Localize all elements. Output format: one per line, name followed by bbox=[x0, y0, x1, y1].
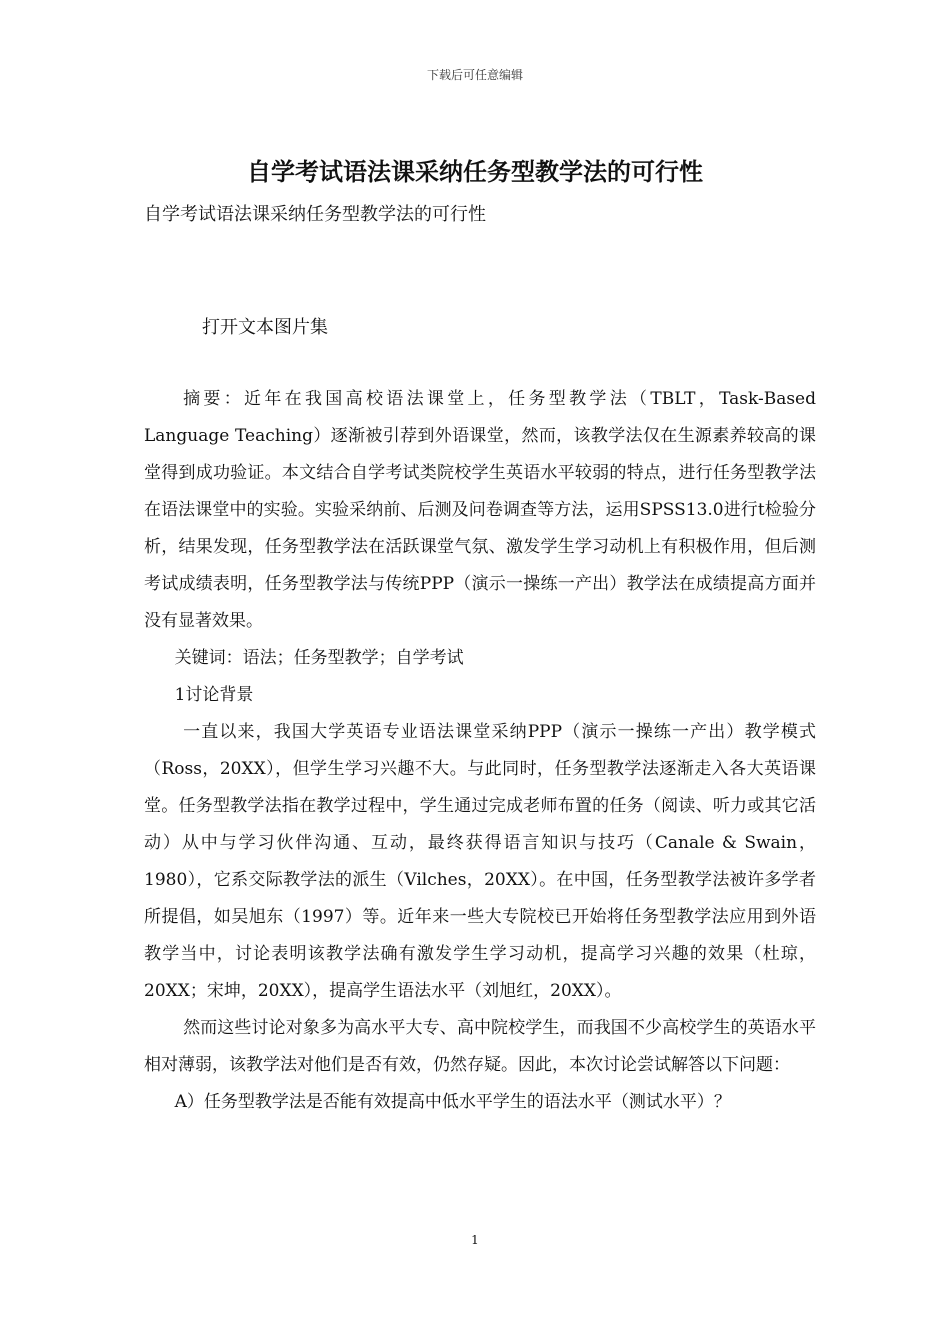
document-subtitle: 自学考试语法课采纳任务型教学法的可行性 bbox=[144, 204, 486, 225]
research-question-paragraph: 然而这些讨论对象多为高水平大专、高中院校学生，而我国不少高校学生的英语水平相对薄弱，该教学法对他们是否有效，仍然存疑。因此，本次讨论尝试解答以下问题： bbox=[144, 1018, 816, 1075]
document-body bbox=[144, 381, 816, 1121]
section-heading: 1讨论背景 bbox=[174, 685, 254, 705]
keywords-paragraph: 关键词：语法；任务型教学；自学考试 bbox=[174, 648, 464, 668]
question-a: A）任务型教学法是否能有效提高中低水平学生的语法水平（测试水平）？ bbox=[174, 1092, 731, 1112]
header-note: 下载后可任意编辑 bbox=[426, 68, 523, 82]
background-paragraph: 一直以来，我国大学英语专业语法课堂采纳PPP（演示一操练一产出）教学模式（Ross，20XX），但学生学习兴趣不大。与此同时，任务型教学法逐渐走入各大英语课堂。任务型教学法指在教学过程中，学生通过完成老师布置的任务（阅读、听力或其它活动）从中与学习伙伴沟通、互动，最终获得语言知识与技巧（Canale & Swain，1980），它系交际教学法的派生（Vilches，20XX）。在中国，任务型教学法被许多学者所提倡，如吴旭东（1997）等。近年来一些大专院校已开始将任务型教学法应用到外语教学当中，讨论表明该教学法确有激发学生学习动机，提高学习兴趣的效果（杜琼，20XX；宋坤，20XX），提高学生语法水平（刘旭红，20XX）。 bbox=[144, 722, 816, 1001]
page-number: 1 bbox=[471, 1233, 479, 1247]
open-image-gallery-link[interactable]: 打开文本图片集 bbox=[202, 317, 328, 338]
document-title: 自学考试语法课采纳任务型教学法的可行性 bbox=[247, 158, 703, 186]
abstract-paragraph: 摘要：近年在我国高校语法课堂上，任务型教学法（TBLT，Task-Based Language Teaching）逐渐被引荐到外语课堂，然而，该教学法仅在生源素养较高的课堂得到成功验证。本文结合自学考试类院校学生英语水平较弱的特点，进行任务型教学法在语法课堂中的实验。实验采纳前、后测及问卷调查等方法，运用SPSS13.0进行t检验分析，结果发现，任务型教学法在活跃课堂气氛、激发学生学习动机上有积极作用，但后测考试成绩表明，任务型教学法与传统PPP（演示一操练一产出）教学法在成绩提高方面并没有显著效果。 bbox=[144, 389, 816, 631]
